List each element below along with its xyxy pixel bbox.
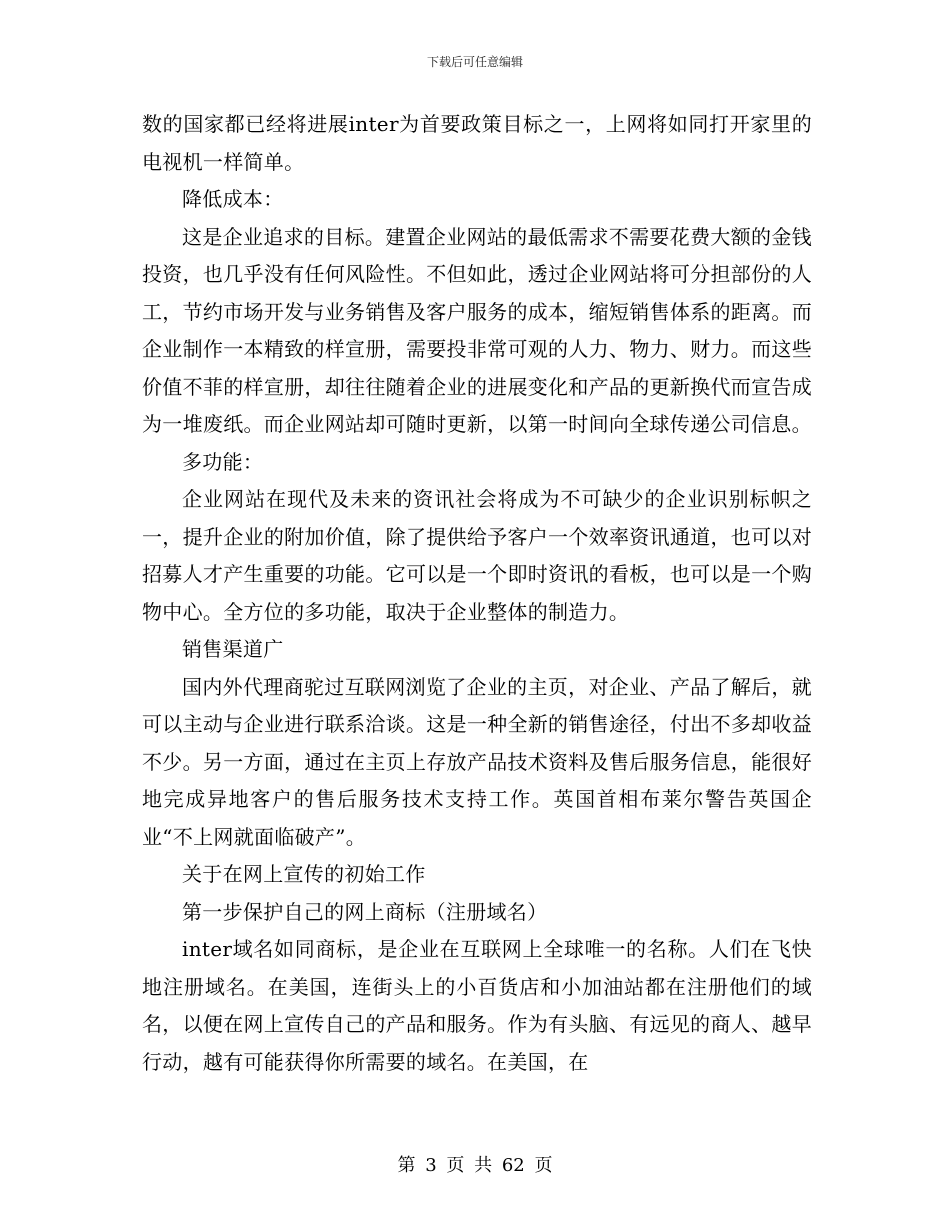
- section-heading-step-one: 第一步保护自己的网上商标（注册域名）: [182, 899, 548, 924]
- page-header: 下载后可任意编辑: [426, 55, 523, 69]
- document-body: [142, 106, 812, 1081]
- paragraph-sales-channel: 国内外代理商驼过互联网浏览了企业的主页，对企业、产品了解后，就可以主动与企业进行联系洽谈。这是一种全新的销售途径，付出不多却收益不少。另一方面，通过在主页上存放产品技术资料及售后服务信息，能很好地完成异地客户的售后服务技术支持工作。英国首相布莱尔警告英国企业“不上网就面临破产”。: [142, 674, 812, 849]
- section-heading-cost: 降低成本：: [182, 187, 284, 211]
- section-heading-initial-work: 关于在网上宣传的初始工作: [182, 862, 426, 886]
- paragraph-continuation: 数的国家都已经将进展inter为首要政策目标之一，上网将如同打开家里的电视机一样简单。: [142, 112, 812, 174]
- paragraph-multifunction: 企业网站在现代及未来的资讯社会将成为不可缺少的企业识别标帜之一，提升企业的附加价值，除了提供给予客户一个效率资讯通道，也可以对招募人才产生重要的功能。它可以是一个即时资讯的看板，也可以是一个购物中心。全方位的多功能，取决于企业整体的制造力。: [142, 487, 812, 624]
- page-number: 第 3 页 共 62 页: [397, 1155, 553, 1176]
- section-heading-sales-channel: 销售渠道广: [182, 637, 284, 661]
- paragraph-domain: inter域名如同商标，是企业在互联网上全球唯一的名称。人们在飞快地注册域名。在美国，连街头上的小百货店和小加油站都在注册他们的域名，以便在网上宣传自己的产品和服务。作为有头脑、有远见的商人、越早行动，越有可能获得你所需要的域名。在美国，在: [142, 937, 812, 1074]
- paragraph-cost: 这是企业追求的目标。建置企业网站的最低需求不需要花费大额的金钱投资，也几乎没有任何风险性。不但如此，透过企业网站将可分担部份的人工，节约市场开发与业务销售及客户服务的成本，缩短销售体系的距离。而企业制作一本精致的样宣册，需要投非常可观的人力、物力、财力。而这些价值不菲的样宣册，却往往随着企业的进展变化和产品的更新换代而宣告成为一堆废纸。而企业网站却可随时更新，以第一时间向全球传递公司信息。: [142, 224, 812, 436]
- section-heading-multifunction: 多功能：: [182, 449, 264, 474]
